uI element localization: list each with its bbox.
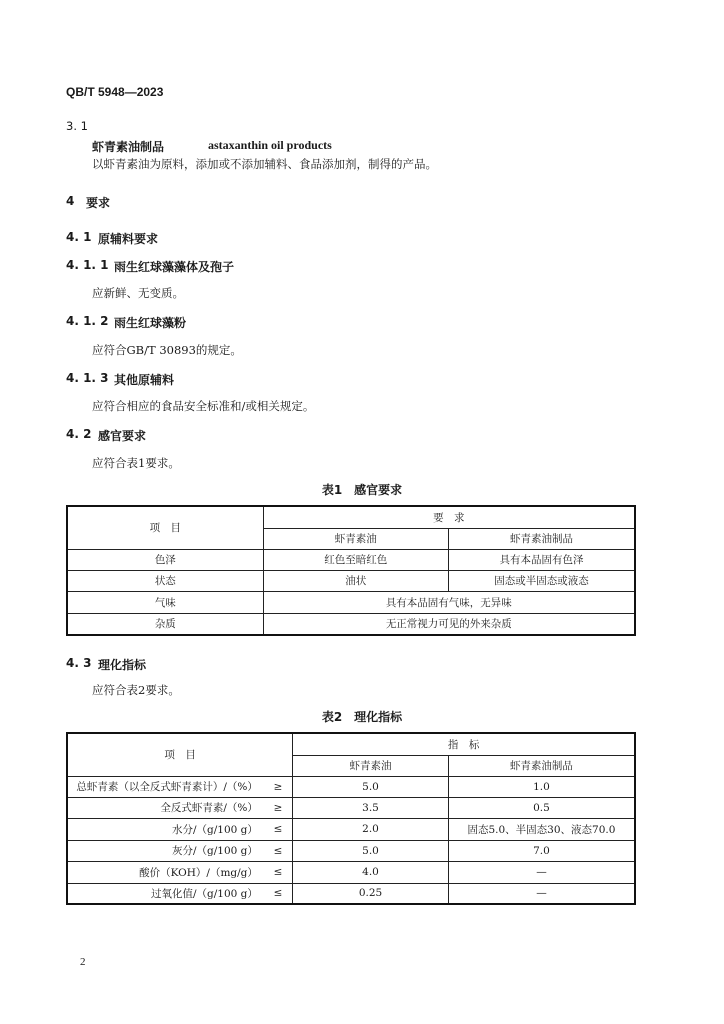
table2-header-a: 虾青素油: [293, 755, 449, 776]
table2-header-group: 指 标: [293, 733, 635, 755]
section-4-1-2-title: 雨生红球藻粉: [114, 316, 187, 330]
table1-header-group: 要 求: [263, 506, 635, 528]
section-4-1-1-text: 应新鲜、无变质。: [92, 286, 184, 300]
table1-cell-item: 气味: [67, 591, 263, 613]
table-row: [67, 883, 635, 904]
table2-caption: 表2 理化指标: [321, 710, 403, 724]
table2-cell-a: 0.25: [293, 883, 449, 904]
section-3-1-number: 3. 1: [66, 119, 88, 133]
table2-cell-a: 2.0: [293, 818, 449, 840]
term-definition: 以虾青素油为原料，添加或不添加辅料、食品添加剂，制得的产品。: [92, 157, 437, 171]
section-4-1-1-number: 4. 1. 1: [66, 258, 109, 272]
table1-cell-item: 杂质: [67, 613, 263, 635]
table1-cell-b: 固态或半固态或液态: [448, 570, 635, 591]
table2-cell-b: 0.5: [448, 797, 635, 818]
table-row: [67, 818, 635, 840]
section-4-3-number: 4. 3: [66, 656, 92, 670]
section-4-1-number: 4. 1: [66, 230, 92, 244]
table1: [66, 505, 636, 636]
table2-cell-sym: ≤: [264, 883, 293, 904]
table2-cell-item: 过氧化值/（g/100 g）: [67, 883, 264, 904]
table1-cell-item: 色泽: [67, 549, 263, 570]
term-zh: 虾青素油制品: [92, 140, 165, 154]
section-4-1-title: 原辅料要求: [98, 232, 159, 246]
table-row: [67, 591, 635, 613]
table2-cell-item: 全反式虾青素/（%）: [67, 797, 264, 818]
table2-cell-a: 4.0: [293, 861, 449, 883]
page-number: 2: [80, 956, 86, 968]
standard-number: QB/T 5948—2023: [66, 85, 164, 99]
table2: [66, 732, 636, 905]
section-4-1-2-number: 4. 1. 2: [66, 314, 109, 328]
table1-header-item: 项 目: [67, 506, 263, 549]
table2-header-item: 项 目: [67, 733, 293, 776]
table1-header-b: 虾青素油制品: [448, 528, 635, 549]
table2-cell-a: 5.0: [293, 840, 449, 861]
table-row: [67, 776, 635, 797]
table2-cell-item: 总虾青素（以全反式虾青素计）/（%）: [67, 776, 264, 797]
table2-cell-sym: ≥: [264, 776, 293, 797]
term-en: astaxanthin oil products: [208, 138, 332, 152]
table1-cell-a: 红色至暗红色: [263, 549, 448, 570]
table-row: [67, 861, 635, 883]
table-row: [67, 549, 635, 570]
section-4-2-title: 感官要求: [98, 429, 147, 443]
table2-cell-sym: ≥: [264, 797, 293, 818]
table2-cell-b: 7.0: [448, 840, 635, 861]
table2-cell-item: 酸价（KOH）/（mg/g）: [67, 861, 264, 883]
table1-cell-a: 油状: [263, 570, 448, 591]
table2-cell-b: —: [448, 861, 635, 883]
table1-cell-merged: 具有本品固有气味，无异味: [263, 591, 635, 613]
section-4-2-number: 4. 2: [66, 427, 92, 441]
table2-cell-b: 1.0: [448, 776, 635, 797]
table-row: [67, 613, 635, 635]
section-4-3-text: 应符合表2要求。: [92, 683, 180, 697]
section-4-1-3-text: 应符合相应的食品安全标准和/或相关规定。: [92, 399, 315, 413]
section-4-1-3-number: 4. 1. 3: [66, 371, 109, 385]
table2-cell-sym: ≤: [264, 818, 293, 840]
table1-cell-b: 具有本品固有色泽: [448, 549, 635, 570]
table1-cell-merged: 无正常视力可见的外来杂质: [263, 613, 635, 635]
table2-cell-a: 3.5: [293, 797, 449, 818]
table2-cell-b: 固态5.0、半固态30、液态70.0: [448, 818, 635, 840]
section-4-3-title: 理化指标: [98, 658, 147, 672]
section-4-1-3-title: 其他原辅料: [114, 373, 175, 387]
table2-cell-sym: ≤: [264, 861, 293, 883]
table1-caption: 表1 感官要求: [321, 483, 403, 497]
table2-cell-b: —: [448, 883, 635, 904]
section-4-2-text: 应符合表1要求。: [92, 456, 180, 470]
section-4-number: 4: [66, 194, 75, 208]
table-row: [67, 570, 635, 591]
table-row: [67, 840, 635, 861]
table1-cell-item: 状态: [67, 570, 263, 591]
table-row: [67, 797, 635, 818]
table2-cell-item: 灰分/（g/100 g）: [67, 840, 264, 861]
table2-cell-a: 5.0: [293, 776, 449, 797]
section-4-1-2-text: 应符合GB/T 30893的规定。: [92, 343, 242, 357]
table2-header-b: 虾青素油制品: [448, 755, 635, 776]
section-4-1-1-title: 雨生红球藻藻体及孢子: [114, 260, 235, 274]
table2-cell-item: 水分/（g/100 g）: [67, 818, 264, 840]
table1-header-a: 虾青素油: [263, 528, 448, 549]
section-4-title: 要求: [86, 196, 111, 210]
table2-cell-sym: ≤: [264, 840, 293, 861]
